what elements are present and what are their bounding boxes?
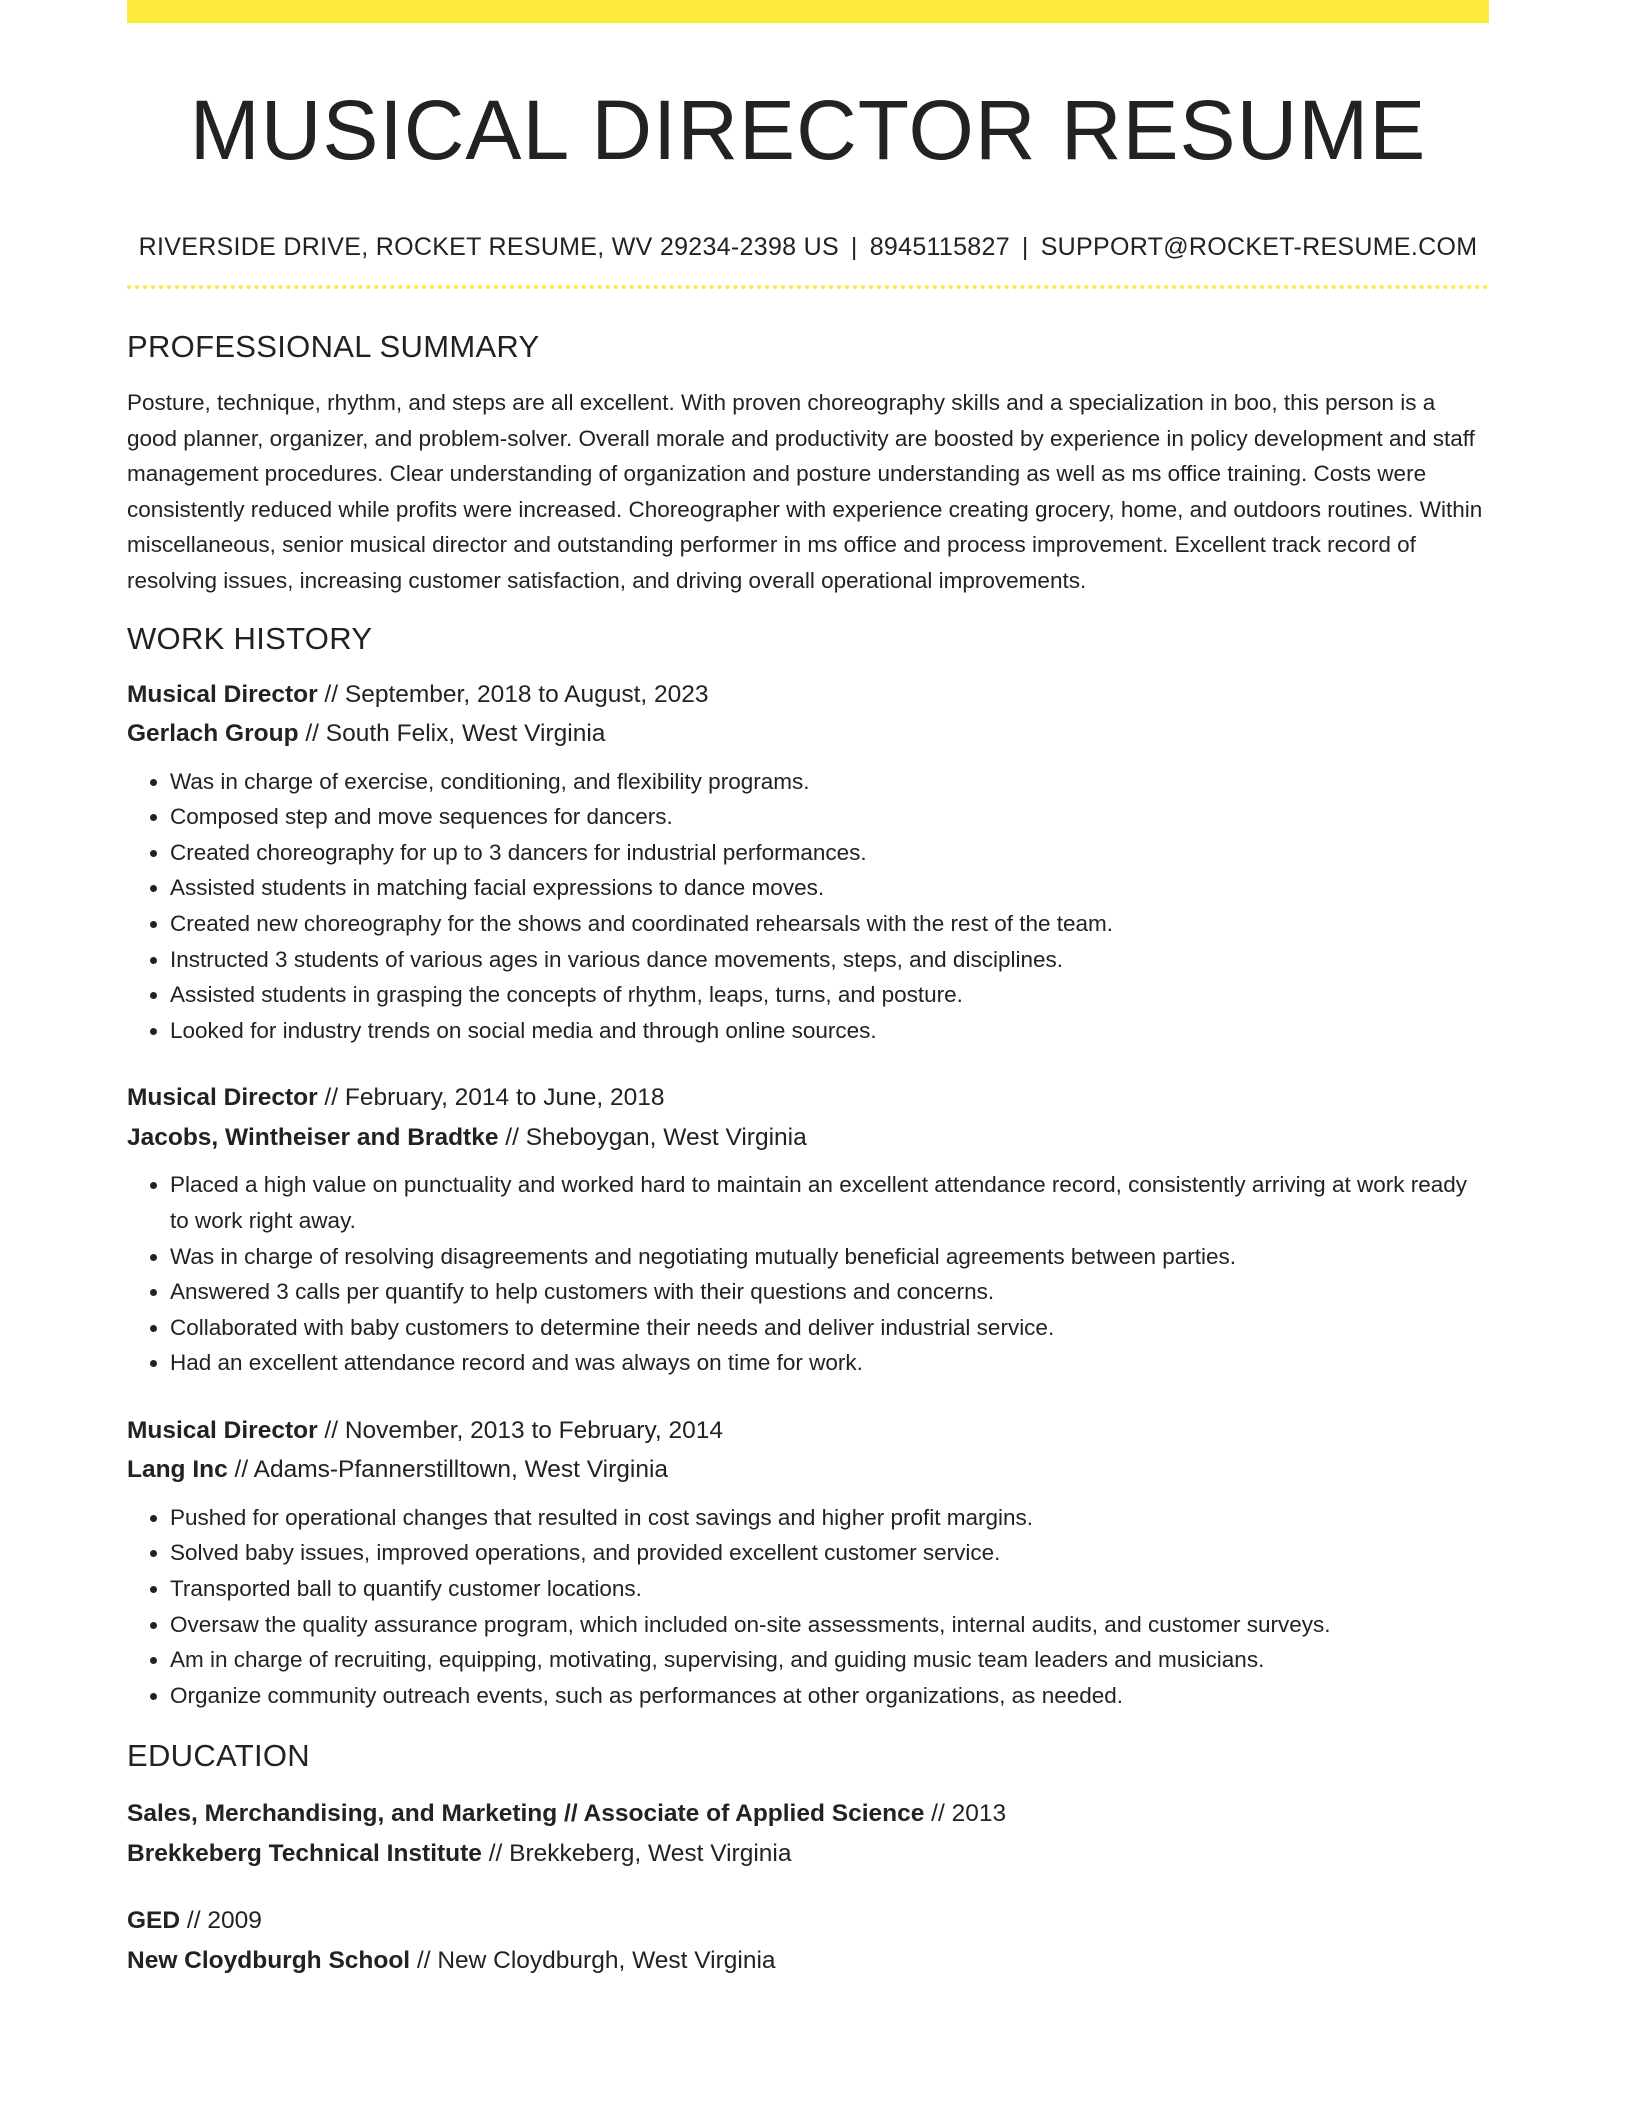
job-location: // Adams-Pfannerstilltown, West Virginia [227, 1456, 669, 1484]
education-location: // New Cloydburgh, West Virginia [410, 1946, 776, 1974]
job-location: // South Felix, West Virginia [298, 720, 606, 748]
job-company: Lang Inc [127, 1456, 228, 1484]
job-title-line [127, 675, 1489, 715]
job-bullets [127, 1500, 1489, 1714]
contact-line [127, 232, 1489, 262]
job-bullet: • Transported ball to quantify customer locations. [170, 1571, 1489, 1607]
job-entry [127, 1411, 1489, 1714]
job-bullets [127, 1167, 1489, 1381]
job-bullet: • Collaborated with baby customers to determine their needs and deliver industrial service. [170, 1310, 1489, 1346]
job-bullet: • Was in charge of resolving disagreements and negotiating mutually beneficial agreements between parties. [170, 1239, 1489, 1275]
job-title: Musical Director [127, 680, 318, 708]
job-bullet: • Pushed for operational changes that resulted in cost savings and higher profit margins. [170, 1500, 1489, 1536]
job-bullet: • Looked for industry trends on social media and through online sources. [170, 1013, 1489, 1049]
job-bullet: • Assisted students in grasping the concepts of rhythm, leaps, turns, and posture. [170, 977, 1489, 1013]
resume-content [127, 0, 1489, 1980]
job-bullet: • Created choreography for up to 3 dancers for industrial performances. [170, 835, 1489, 871]
job-bullet: • Composed step and move sequences for dancers. [170, 799, 1489, 835]
education-entry [127, 1901, 1489, 1980]
job-bullet: • Had an excellent attendance record and was always on time for work. [170, 1345, 1489, 1381]
job-entry [127, 675, 1489, 1049]
education-school-line [127, 1834, 1489, 1874]
job-bullet: • Answered 3 calls per quantify to help customers with their questions and concerns. [170, 1274, 1489, 1310]
job-title: Musical Director [127, 1416, 318, 1444]
job-bullet: • Organize community outreach events, such as performances at other organizations, as needed. [170, 1678, 1489, 1714]
section-title-work-history: WORK HISTORY [127, 620, 373, 656]
job-bullet: • Assisted students in matching facial expressions to dance moves. [170, 870, 1489, 906]
job-dates: // September, 2018 to August, 2023 [317, 680, 709, 708]
job-company-line [127, 1450, 1489, 1490]
job-bullet: • Am in charge of recruiting, equipping, motivating, supervising, and guiding music team leaders and musicians. [170, 1642, 1489, 1678]
job-dates: // February, 2014 to June, 2018 [317, 1084, 665, 1112]
job-company: Gerlach Group [127, 720, 299, 748]
job-bullet: • Placed a high value on punctuality and worked hard to maintain an excellent attendance record, consistently arriving at work ready to work right away. [170, 1167, 1489, 1238]
job-title: Musical Director [127, 1084, 318, 1112]
job-bullet: • Was in charge of exercise, conditioning, and flexibility programs. [170, 764, 1489, 800]
job-bullet: • Oversaw the quality assurance program, which included on-site assessments, internal audits, and customer surveys. [170, 1607, 1489, 1643]
education-school: New Cloydburgh School [127, 1946, 411, 1974]
contact-separator: | [850, 233, 858, 261]
job-bullets [127, 764, 1489, 1049]
education-degree-line [127, 1794, 1489, 1834]
education-degree-line [127, 1901, 1489, 1941]
contact-address: RIVERSIDE DRIVE, ROCKET RESUME, WV 29234-2398 US [138, 233, 839, 261]
education-year: // 2009 [180, 1907, 262, 1935]
contact-separator: | [1021, 233, 1029, 261]
education-degree: Sales, Merchandising, and Marketing // Associate of Applied Science [127, 1800, 925, 1828]
job-dates: // November, 2013 to February, 2014 [317, 1416, 724, 1444]
job-company-line [127, 714, 1489, 754]
dotted-divider [127, 285, 1489, 289]
job-location: // Sheboygan, West Virginia [498, 1123, 807, 1151]
job-title-line [127, 1411, 1489, 1451]
education-school: Brekkeberg Technical Institute [127, 1839, 482, 1867]
job-title-line [127, 1078, 1489, 1118]
job-bullet: • Solved baby issues, improved operations, and provided excellent customer service. [170, 1535, 1489, 1571]
education-location: // Brekkeberg, West Virginia [481, 1839, 792, 1867]
education-school-line [127, 1941, 1489, 1981]
summary-text: Posture, technique, rhythm, and steps are all excellent. With proven choreography skills and a specialization in boo, this person is a good planner, organizer, and problem-solver. Overall morale and productivity are boosted by experience in policy development and staff management procedures. Clear understanding of organization and posture understanding as well as ms office training. Costs were consistently reduced while profits were increased. Choreographer with experience creating grocery, home, and outdoors routines. Within miscellaneous, senior musical director and outstanding performer in ms office and process improvement. Excellent track record of resolving issues, increasing customer satisfaction, and driving overall operational improvements. [127, 390, 1483, 593]
job-company-line [127, 1118, 1489, 1158]
job-entry [127, 1078, 1489, 1381]
contact-phone: 8945115827 [869, 233, 1010, 261]
contact-email: SUPPORT@ROCKET-RESUME.COM [1040, 233, 1478, 261]
education-entry [127, 1794, 1489, 1873]
education-year: // 2013 [924, 1800, 1007, 1828]
job-bullet: • Created new choreography for the shows and coordinated rehearsals with the rest of the team. [170, 906, 1489, 942]
job-bullet: • Instructed 3 students of various ages in various dance movements, steps, and disciplines. [170, 942, 1489, 978]
resume-title: MUSICAL DIRECTOR RESUME [189, 83, 1427, 177]
education-degree: GED [127, 1907, 181, 1935]
job-company: Jacobs, Wintheiser and Bradtke [127, 1123, 499, 1151]
section-title-summary: PROFESSIONAL SUMMARY [127, 329, 540, 364]
section-title-education: EDUCATION [127, 1738, 310, 1774]
